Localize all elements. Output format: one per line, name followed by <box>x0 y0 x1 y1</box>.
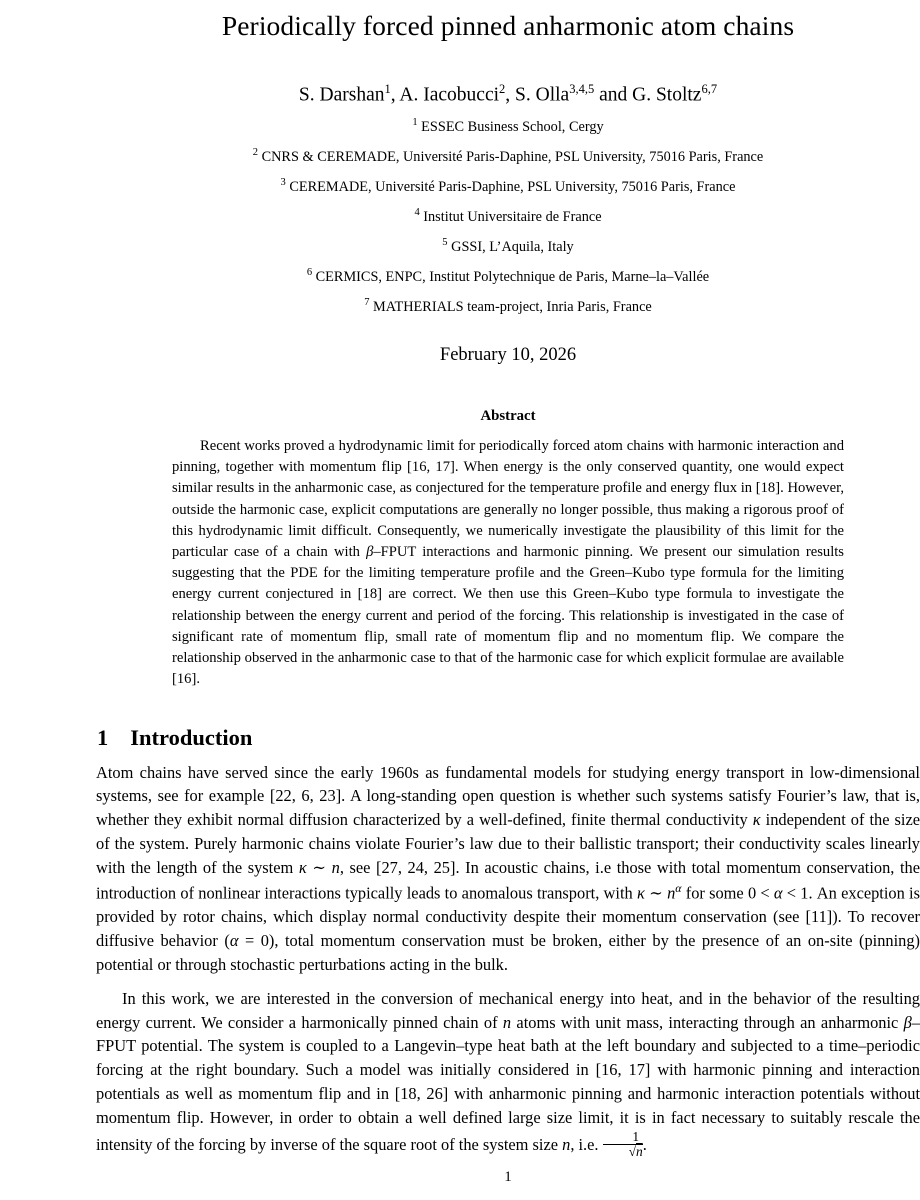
affiliation-7: $^7$ MATHERIALS team-project, Inria Paris, France <box>364 296 652 315</box>
paragraph-1: Atom chains have served since the early 1960s as fundamental models for studying energy transport in low-dimensional systems, see for example [22, 6, 23]. A long-standing open question is whether such systems satisfy Fourier’s law, that is, whether they exhibit normal diffusion characterized by a well-defined, finite thermal conductivity κ independent of the size of the system. Purely harmonic chains violate Fourier’s law due to their ballistic transport; their conductivity scales linearly with the length of the system κ ∼ n, see [27, 24, 25]. In acoustic chains, i.e those with total momentum conservation, the introduction of nonlinear interactions typically leads to anomalous transport, with κ ∼ $n^\alpha$ for some 0 < α < 1. An exception is provided by rotor chains, which display normal conductivity despite their momentum conservation (see [11]). To recover diffusive behavior (α = 0), total momentum conservation must be broken, either by the presence of an on-site (pinning) potential or through stochastic perturbations acting in the bulk. <box>96 762 920 974</box>
paragraph-2: In this work, we are interested in the conversion of mechanical energy into heat, and in the behavior of the resulting energy current. We consider a harmonically pinned chain of n atoms with unit mass, interacting through an anharmonic β–FPUT potential. The system is coupled to a Langevin–type heat bath at the left boundary and subjected to a time–periodic forcing at the right boundary. Such a model was initially considered in [16, 17] with harmonic pinning and interaction potentials as well as momentum flip and in [18, 26] with anharmonic pinning and harmonic interaction potentials without momentum flip. However, in order to obtain a well defined large size limit, it is in fact necessary to suitably rescale the intensity of the forcing by inverse of the square root of the system size n, i.e. $\frac{1}{√n}$ . <box>96 988 920 1160</box>
section-title: Introduction <box>130 724 253 750</box>
publication-date: February 10, 2026 <box>439 344 577 365</box>
author-list: S. Darshan$^1$, A. Iacobucci$^2$, S. Olla$^{3,4,5}$ and G. Stoltz$^{6,7}$ <box>298 82 718 106</box>
arxiv-stamp <box>0 0 56 60</box>
section-number: 1 <box>97 724 109 750</box>
abstract-body: Recent works proved a hydrodynamic limit for periodically forced atom chains with harmonic interaction and pinning, together with momentum flip [16, 17]. When energy is the only conserved quantity, one would expect similar results in the anharmonic case, as conjectured for the temperature profile and energy flux in [18]. However, outside the harmonic case, explicit computations are generally no longer possible, thus making a rigorous proof of this hydrodynamic limit difficult. Consequently, we numerically investigate the plausibility of this limit for the particular case of a chain with β–FPUT interactions and harmonic pinning. We present our simulation results suggesting that the PDE for the limiting temperature profile and the Green–Kubo type formula for the limiting energy current conjectured in [18] are correct. We then use this Green–Kubo type formula to investigate the relationship between the energy current and period of the forcing. This relationship is investigated in the case of significant rate of momentum flip, small rate of momentum flip and no momentum flip. We compare the relationship observed in the anharmonic case to that of the harmonic case for which explicit formulae are available [16]. <box>172 437 844 688</box>
section-heading-introduction <box>97 725 920 751</box>
affiliation-5: $^5$ GSSI, L’Aquila, Italy <box>442 236 574 255</box>
paper-page <box>96 0 920 1200</box>
abstract-heading: Abstract <box>480 407 536 424</box>
affiliation-1: $^1$ ESSEC Business School, Cergy <box>412 116 604 135</box>
affiliation-4: $^4$ Institut Universitaire de France <box>414 206 602 225</box>
affiliation-2: $^2$ CNRS & CEREMADE, Université Paris-Daphine, PSL University, 75016 Paris, France <box>252 146 764 165</box>
page-title: Periodically forced pinned anharmonic atom chains <box>221 10 795 41</box>
page-number: 1 <box>504 1169 512 1185</box>
affiliation-3: $^3$ CEREMADE, Université Paris-Daphine, PSL University, 75016 Paris, France <box>280 176 736 195</box>
affiliation-6: $^6$ CERMICS, ENPC, Institut Polytechnique de Paris, Marne–la–Vallée <box>306 266 710 285</box>
